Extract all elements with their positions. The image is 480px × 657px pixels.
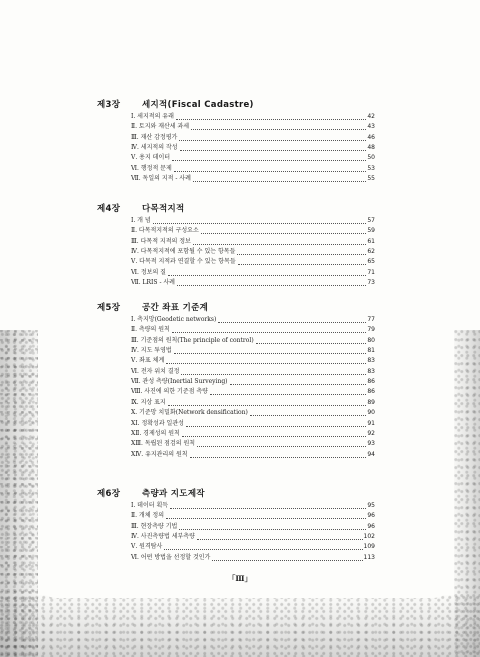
toc-entry[interactable] — [131, 325, 375, 335]
dot-leader — [168, 404, 367, 406]
dot-leader — [250, 414, 367, 416]
toc-entry-page: 109 — [363, 543, 375, 551]
dot-leader — [174, 170, 367, 172]
toc-entry-label: Ⅹ. 기준망 치밀화(Network densification) — [131, 409, 248, 417]
toc-entry-label: Ⅱ. 다목적지적의 구성요소 — [131, 227, 199, 235]
toc-entry[interactable] — [131, 429, 375, 439]
toc-entry-page: 81 — [367, 347, 375, 355]
toc-entry-page: 96 — [367, 522, 375, 530]
dot-leader — [177, 284, 366, 286]
dot-leader — [180, 149, 367, 151]
dot-leader — [153, 222, 367, 224]
toc-entry-label: Ⅱ. 측량의 원칙 — [131, 326, 170, 334]
toc-entry[interactable] — [131, 133, 375, 143]
toc-entry-page: 59 — [367, 227, 375, 235]
chapter-title: 측량과 지도제작 — [142, 489, 205, 499]
toc-entry-label: Ⅵ. 전자 위치 결정 — [131, 367, 180, 375]
toc-entry-label: Ⅱ. 토지와 재산세 과세 — [131, 123, 190, 131]
toc-entry-label: Ⅵ. 행정적 문제 — [131, 164, 172, 172]
dot-leader — [230, 383, 367, 385]
dot-leader — [182, 435, 367, 437]
chapter-number: 제6장 — [97, 489, 121, 499]
toc-entry[interactable] — [131, 164, 375, 174]
chapter-heading — [97, 301, 208, 313]
dot-leader — [190, 456, 367, 458]
toc-entry-label: Ⅴ. 용지 데이터 — [131, 154, 171, 162]
chapter-title: 다목적지적 — [142, 204, 185, 214]
toc-entry-label: Ⅳ. 지도 투영법 — [131, 347, 172, 355]
dot-leader — [218, 321, 366, 323]
toc-entry[interactable] — [131, 237, 375, 247]
toc-entry[interactable] — [131, 257, 375, 267]
toc-entry-page: 83 — [367, 357, 375, 365]
chapter-number: 제5장 — [97, 303, 121, 313]
toc-entry-page: 83 — [367, 367, 375, 375]
toc-entry-label: ⅩⅠ. 정확성과 일관성 — [131, 419, 184, 427]
toc-entry[interactable] — [131, 122, 375, 132]
toc-entry[interactable] — [131, 315, 375, 325]
toc-entry-page: 50 — [367, 154, 375, 162]
toc-entry-label: Ⅳ. 세지적의 작성 — [131, 144, 178, 152]
dot-leader — [172, 159, 366, 161]
toc-entry-page: 94 — [367, 450, 375, 458]
chapter-number: 제4장 — [97, 204, 121, 214]
toc-entry-page: 42 — [367, 113, 375, 120]
toc-entry[interactable] — [131, 247, 375, 257]
dot-leader — [197, 538, 363, 540]
toc-entry-label: ⅩⅢ. 독립된 점검의 원칙 — [131, 440, 196, 448]
dot-leader — [174, 352, 367, 354]
toc-entry-page: 86 — [367, 388, 375, 396]
chapter-heading — [97, 202, 185, 214]
dot-leader — [179, 528, 366, 530]
toc-entry-page: 95 — [367, 502, 375, 509]
toc-entry-page: 102 — [363, 533, 375, 541]
dot-leader — [201, 232, 367, 234]
toc-entry-page: 43 — [367, 123, 375, 131]
toc-entry[interactable] — [131, 143, 375, 153]
toc-entry[interactable] — [131, 336, 375, 346]
dot-leader — [176, 118, 366, 120]
toc-entry-label: Ⅳ. 사진측량법 세부측량 — [131, 533, 195, 541]
toc-entry-page: 86 — [367, 378, 375, 386]
toc-entry-label: Ⅷ. 사진에 의한 기준점 측량 — [131, 388, 208, 396]
dot-leader — [172, 331, 367, 333]
toc-entry[interactable] — [131, 367, 375, 377]
chapter-title: 세지적(Fiscal Cadastre) — [142, 100, 254, 110]
dot-leader — [164, 548, 362, 550]
toc-entry-page: 62 — [367, 248, 375, 256]
toc-entry-label: Ⅵ. 어떤 방법을 선정할 것인가 — [131, 553, 211, 561]
toc-entry-page: 80 — [367, 336, 375, 344]
toc-entry[interactable] — [131, 553, 375, 563]
toc-entry[interactable] — [131, 278, 375, 288]
toc-entry-label: Ⅲ. 현장측량 기법 — [131, 522, 178, 530]
dot-leader — [210, 393, 366, 395]
dot-leader — [256, 342, 367, 344]
toc-entry-label: Ⅳ. 다목적지적에 포함될 수 있는 항목들 — [131, 248, 236, 256]
toc-entry-page: 96 — [367, 512, 375, 520]
toc-entry-page: 79 — [367, 326, 375, 334]
toc-entry[interactable] — [131, 153, 375, 163]
toc-entry-label: Ⅴ. 좌표 체계 — [131, 357, 165, 365]
toc-entry-label: Ⅴ. 원격탐사 — [131, 543, 163, 551]
toc-entry[interactable] — [131, 450, 375, 460]
toc-entry[interactable] — [131, 268, 375, 278]
dot-leader — [166, 362, 366, 364]
toc-entry-page: 65 — [367, 258, 375, 266]
dot-leader — [191, 128, 366, 130]
toc-entry-page: 93 — [367, 440, 375, 448]
toc-entry-page: 57 — [367, 217, 375, 224]
toc-entry-label: Ⅲ. 기준점의 원칙(The principle of control) — [131, 336, 254, 344]
dot-leader — [238, 263, 367, 265]
toc-entry[interactable] — [131, 387, 375, 397]
toc-entry-page: 113 — [363, 553, 375, 561]
toc-entry[interactable] — [131, 216, 375, 226]
toc-entry-label: Ⅶ. 관성 측량(Inertial Surveying) — [131, 378, 228, 386]
toc-entry[interactable] — [131, 419, 375, 429]
toc-entry-label: Ⅰ. 측지망(Geodetic networks) — [131, 316, 217, 323]
toc-entry-label: Ⅲ. 다목적 지적의 정보 — [131, 237, 191, 245]
toc-entry-page: 90 — [367, 409, 375, 417]
toc-entry-label: Ⅶ. 독일의 지적 - 사례 — [131, 175, 191, 183]
chapter-heading — [97, 487, 205, 499]
toc-entry-page: 53 — [367, 164, 375, 172]
toc-entry-page: 89 — [367, 398, 375, 406]
dot-leader — [193, 243, 367, 245]
toc-entry-label: Ⅰ. 데이터 획득 — [131, 502, 169, 509]
dot-leader — [212, 559, 362, 561]
toc-entry-page: 55 — [367, 175, 375, 183]
toc-entry[interactable] — [131, 542, 375, 552]
toc-entry-page: 92 — [367, 429, 375, 437]
chapter-title: 공간 좌표 기준계 — [142, 303, 209, 313]
toc-entry-label: Ⅰ. 세지적의 유래 — [131, 113, 174, 120]
chapter-heading — [97, 98, 254, 110]
toc-entry[interactable] — [131, 226, 375, 236]
toc-entry-page: 48 — [367, 144, 375, 152]
dot-leader — [193, 180, 366, 182]
page-number-label: 「Ⅲ」 — [227, 574, 253, 583]
toc-entry-label: Ⅶ. LRIS - 사례 — [131, 279, 175, 287]
dot-leader — [168, 274, 366, 276]
toc-entry[interactable] — [131, 522, 375, 532]
toc-entry[interactable] — [131, 511, 375, 521]
toc-entry[interactable] — [131, 408, 375, 418]
dot-leader — [237, 253, 366, 255]
dot-leader — [186, 425, 366, 427]
toc-entry-page: 77 — [367, 316, 375, 323]
toc-entry-label: Ⅱ. 개체 정의 — [131, 512, 164, 520]
toc-entry[interactable] — [131, 174, 375, 184]
dot-leader — [170, 507, 366, 509]
toc-entry[interactable] — [131, 112, 375, 122]
toc-entry-page: 61 — [367, 237, 375, 245]
toc-entry[interactable] — [131, 532, 375, 542]
dot-leader — [179, 139, 366, 141]
toc-entry-label: Ⅴ. 다목적 지적과 연결할 수 있는 항목들 — [131, 258, 236, 266]
toc-entry[interactable] — [131, 346, 375, 356]
toc-entry-page: 46 — [367, 133, 375, 141]
toc-entry-label: Ⅸ. 지상 표지 — [131, 398, 166, 406]
toc-entry-label: ⅩⅡ. 경제성의 원칙 — [131, 429, 180, 437]
dot-leader — [181, 373, 366, 375]
toc-entry[interactable] — [131, 439, 375, 449]
chapter-number: 제3장 — [97, 100, 121, 110]
toc-entry-label: ⅩⅣ. 유지관리의 원칙 — [131, 450, 188, 458]
toc-entry[interactable] — [131, 501, 375, 511]
toc-entry-label: Ⅵ. 정보의 질 — [131, 268, 166, 276]
toc-entry[interactable] — [131, 377, 375, 387]
toc-entry-page: 91 — [367, 419, 375, 427]
toc-entry-page: 71 — [367, 268, 375, 276]
toc-entry[interactable] — [131, 398, 375, 408]
toc-entry[interactable] — [131, 356, 375, 366]
dot-leader — [166, 517, 366, 519]
toc-entry-label: Ⅰ. 개 념 — [131, 217, 151, 224]
toc-entry-page: 73 — [367, 279, 375, 287]
dot-leader — [197, 445, 366, 447]
toc-entry-label: Ⅲ. 재산 감정평가 — [131, 133, 178, 141]
